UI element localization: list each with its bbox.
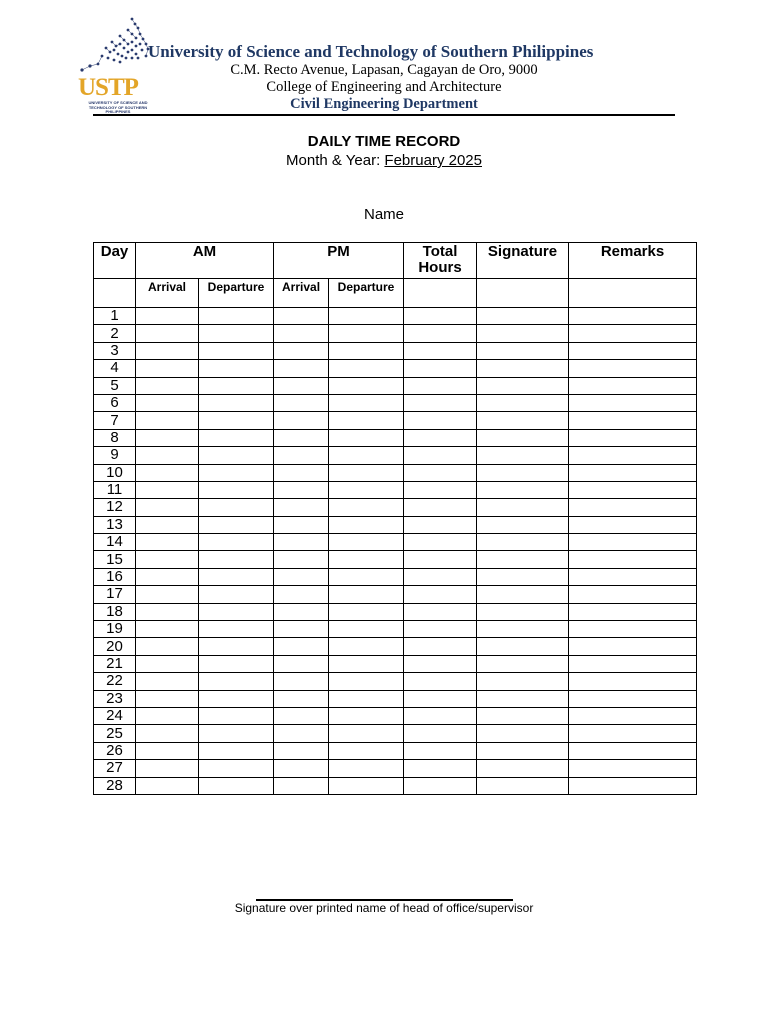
signature-cell: [477, 760, 569, 777]
remarks-cell: [569, 707, 697, 724]
total-hours-cell: [404, 412, 477, 429]
pm-arrival-cell: [274, 412, 329, 429]
pm-departure-cell: [329, 499, 404, 516]
day-number-cell: 6: [94, 394, 136, 411]
total-hours-cell: [404, 516, 477, 533]
table-row: [94, 534, 697, 551]
pm-departure-cell: [329, 325, 404, 342]
signature-cell: [477, 707, 569, 724]
am-arrival-cell: [136, 377, 199, 394]
total-hours-cell: [404, 707, 477, 724]
total-hours-cell: [404, 534, 477, 551]
subheader-pm-arrival: Arrival: [274, 279, 329, 308]
name-label: Name: [363, 206, 404, 223]
total-hours-cell: [404, 742, 477, 759]
signature-cell: [477, 342, 569, 359]
table-row: [94, 551, 697, 568]
table-row: [94, 516, 697, 533]
pm-arrival-cell: [274, 499, 329, 516]
day-number-cell: 16: [94, 568, 136, 585]
day-number-cell: 12: [94, 499, 136, 516]
signature-cell: [477, 586, 569, 603]
remarks-cell: [569, 603, 697, 620]
table-row: [94, 481, 697, 498]
am-arrival-cell: [136, 534, 199, 551]
table-row: [94, 586, 697, 603]
pm-arrival-cell: [274, 655, 329, 672]
total-hours-cell: [404, 481, 477, 498]
pm-departure-cell: [329, 308, 404, 325]
am-departure-cell: [199, 429, 274, 446]
table-row: [94, 568, 697, 585]
day-number-cell: 2: [94, 325, 136, 342]
col-header-am: AM: [136, 243, 274, 279]
pm-arrival-cell: [274, 516, 329, 533]
am-departure-cell: [199, 481, 274, 498]
subheader-blank: [569, 279, 697, 308]
pm-arrival-cell: [274, 707, 329, 724]
total-hours-cell: [404, 360, 477, 377]
remarks-cell: [569, 655, 697, 672]
table-row: [94, 707, 697, 724]
am-arrival-cell: [136, 707, 199, 724]
department-name: Civil Engineering Department: [290, 96, 478, 112]
table-row: [94, 603, 697, 620]
remarks-cell: [569, 308, 697, 325]
remarks-cell: [569, 690, 697, 707]
am-departure-cell: [199, 725, 274, 742]
pm-arrival-cell: [274, 760, 329, 777]
remarks-cell: [569, 742, 697, 759]
am-departure-cell: [199, 760, 274, 777]
am-arrival-cell: [136, 621, 199, 638]
day-number-cell: 28: [94, 777, 136, 794]
pm-departure-cell: [329, 621, 404, 638]
table-row: [94, 777, 697, 794]
am-arrival-cell: [136, 760, 199, 777]
total-hours-cell: [404, 725, 477, 742]
logo-wordmark: USTP: [78, 74, 138, 101]
signature-cell: [477, 447, 569, 464]
am-departure-cell: [199, 638, 274, 655]
signature-cell: [477, 308, 569, 325]
remarks-cell: [569, 760, 697, 777]
remarks-cell: [569, 516, 697, 533]
signature-cell: [477, 377, 569, 394]
remarks-cell: [569, 638, 697, 655]
am-arrival-cell: [136, 655, 199, 672]
am-arrival-cell: [136, 360, 199, 377]
remarks-cell: [569, 586, 697, 603]
table-row: [94, 742, 697, 759]
pm-arrival-cell: [274, 325, 329, 342]
am-arrival-cell: [136, 603, 199, 620]
day-number-cell: 19: [94, 621, 136, 638]
signature-cell: [477, 638, 569, 655]
total-hours-cell: [404, 308, 477, 325]
pm-arrival-cell: [274, 377, 329, 394]
signature-cell: [477, 516, 569, 533]
table-row: [94, 360, 697, 377]
am-arrival-cell: [136, 499, 199, 516]
am-arrival-cell: [136, 725, 199, 742]
am-departure-cell: [199, 308, 274, 325]
day-number-cell: 13: [94, 516, 136, 533]
am-departure-cell: [199, 621, 274, 638]
pm-arrival-cell: [274, 603, 329, 620]
subheader-blank: [94, 279, 136, 308]
pm-arrival-cell: [274, 568, 329, 585]
pm-arrival-cell: [274, 464, 329, 481]
day-number-cell: 26: [94, 742, 136, 759]
table-row: [94, 429, 697, 446]
am-arrival-cell: [136, 481, 199, 498]
pm-departure-cell: [329, 725, 404, 742]
pm-departure-cell: [329, 760, 404, 777]
am-departure-cell: [199, 551, 274, 568]
am-departure-cell: [199, 377, 274, 394]
pm-arrival-cell: [274, 551, 329, 568]
table-row: [94, 690, 697, 707]
pm-arrival-cell: [274, 725, 329, 742]
total-hours-cell: [404, 464, 477, 481]
subheader-blank: [404, 279, 477, 308]
signature-cell: [477, 481, 569, 498]
table-row: [94, 725, 697, 742]
total-hours-cell: [404, 568, 477, 585]
total-hours-cell: [404, 429, 477, 446]
col-header-signature: Signature: [477, 243, 569, 279]
day-number-cell: 8: [94, 429, 136, 446]
signature-cell: [477, 325, 569, 342]
month-year-label: Month & Year:: [286, 152, 385, 169]
pm-departure-cell: [329, 777, 404, 794]
table-header-row: [94, 243, 697, 279]
signature-cell: [477, 551, 569, 568]
am-arrival-cell: [136, 586, 199, 603]
table-row: [94, 464, 697, 481]
am-departure-cell: [199, 325, 274, 342]
day-number-cell: 20: [94, 638, 136, 655]
signature-cell: [477, 621, 569, 638]
total-hours-cell: [404, 551, 477, 568]
am-departure-cell: [199, 447, 274, 464]
university-address: C.M. Recto Avenue, Lapasan, Cagayan de Oro, 9000: [230, 62, 538, 78]
pm-arrival-cell: [274, 308, 329, 325]
am-arrival-cell: [136, 673, 199, 690]
am-departure-cell: [199, 603, 274, 620]
day-number-cell: 4: [94, 360, 136, 377]
day-number-cell: 24: [94, 707, 136, 724]
month-year-line: [0, 152, 768, 169]
day-number-cell: 15: [94, 551, 136, 568]
pm-departure-cell: [329, 481, 404, 498]
remarks-cell: [569, 342, 697, 359]
total-hours-cell: [404, 638, 477, 655]
table-row: [94, 760, 697, 777]
day-number-cell: 10: [94, 464, 136, 481]
am-arrival-cell: [136, 325, 199, 342]
day-number-cell: 1: [94, 308, 136, 325]
remarks-cell: [569, 568, 697, 585]
pm-departure-cell: [329, 603, 404, 620]
signature-cell: [477, 603, 569, 620]
table-row: [94, 638, 697, 655]
am-departure-cell: [199, 655, 274, 672]
pm-arrival-cell: [274, 621, 329, 638]
subheader-blank: [477, 279, 569, 308]
total-hours-cell: [404, 673, 477, 690]
day-rows: [94, 308, 697, 795]
total-hours-cell: [404, 603, 477, 620]
university-name: University of Science and Technology of Southern Philippines: [148, 42, 594, 61]
table-subheader-row: [94, 279, 697, 308]
time-record-table: [93, 242, 697, 795]
remarks-cell: [569, 360, 697, 377]
day-number-cell: 18: [94, 603, 136, 620]
total-hours-cell: [404, 394, 477, 411]
signature-cell: [477, 534, 569, 551]
day-number-cell: 22: [94, 673, 136, 690]
table-row: [94, 673, 697, 690]
am-departure-cell: [199, 464, 274, 481]
am-arrival-cell: [136, 464, 199, 481]
signature-cell: [477, 690, 569, 707]
total-hours-cell: [404, 499, 477, 516]
remarks-cell: [569, 412, 697, 429]
signature-cell: [477, 742, 569, 759]
pm-arrival-cell: [274, 360, 329, 377]
day-number-cell: 7: [94, 412, 136, 429]
pm-arrival-cell: [274, 673, 329, 690]
am-arrival-cell: [136, 742, 199, 759]
am-arrival-cell: [136, 690, 199, 707]
remarks-cell: [569, 481, 697, 498]
signature-cell: [477, 655, 569, 672]
day-number-cell: 17: [94, 586, 136, 603]
am-arrival-cell: [136, 516, 199, 533]
total-hours-cell: [404, 777, 477, 794]
am-departure-cell: [199, 394, 274, 411]
day-number-cell: 3: [94, 342, 136, 359]
am-departure-cell: [199, 777, 274, 794]
am-departure-cell: [199, 412, 274, 429]
am-arrival-cell: [136, 447, 199, 464]
col-header-total-hours: Total Hours: [404, 243, 477, 279]
table-row: [94, 499, 697, 516]
day-number-cell: 21: [94, 655, 136, 672]
day-number-cell: 5: [94, 377, 136, 394]
remarks-cell: [569, 673, 697, 690]
day-number-cell: 11: [94, 481, 136, 498]
am-arrival-cell: [136, 308, 199, 325]
total-hours-cell: [404, 342, 477, 359]
am-departure-cell: [199, 586, 274, 603]
pm-departure-cell: [329, 742, 404, 759]
remarks-cell: [569, 725, 697, 742]
form-title: DAILY TIME RECORD: [307, 133, 461, 150]
remarks-cell: [569, 394, 697, 411]
am-departure-cell: [199, 360, 274, 377]
table-row: [94, 447, 697, 464]
pm-arrival-cell: [274, 742, 329, 759]
pm-arrival-cell: [274, 394, 329, 411]
college-name: College of Engineering and Architecture: [266, 79, 502, 95]
pm-departure-cell: [329, 429, 404, 446]
pm-arrival-cell: [274, 586, 329, 603]
pm-departure-cell: [329, 568, 404, 585]
am-arrival-cell: [136, 394, 199, 411]
table-row: [94, 412, 697, 429]
pm-arrival-cell: [274, 447, 329, 464]
am-departure-cell: [199, 568, 274, 585]
pm-arrival-cell: [274, 534, 329, 551]
am-departure-cell: [199, 534, 274, 551]
day-number-cell: 9: [94, 447, 136, 464]
total-hours-cell: [404, 586, 477, 603]
pm-departure-cell: [329, 690, 404, 707]
day-number-cell: 25: [94, 725, 136, 742]
signature-cell: [477, 360, 569, 377]
am-departure-cell: [199, 499, 274, 516]
pm-arrival-cell: [274, 481, 329, 498]
col-header-pm: PM: [274, 243, 404, 279]
pm-departure-cell: [329, 551, 404, 568]
table-row: [94, 342, 697, 359]
pm-departure-cell: [329, 638, 404, 655]
total-hours-cell: [404, 377, 477, 394]
remarks-cell: [569, 777, 697, 794]
day-number-cell: 14: [94, 534, 136, 551]
pm-arrival-cell: [274, 638, 329, 655]
table-row: [94, 325, 697, 342]
remarks-cell: [569, 621, 697, 638]
subheader-am-departure: Departure: [199, 279, 274, 308]
pm-departure-cell: [329, 516, 404, 533]
remarks-cell: [569, 499, 697, 516]
pm-departure-cell: [329, 360, 404, 377]
signature-cell: [477, 429, 569, 446]
pm-departure-cell: [329, 377, 404, 394]
month-year-value: February 2025: [384, 152, 482, 169]
col-header-day: Day: [94, 243, 136, 279]
subheader-am-arrival: Arrival: [136, 279, 199, 308]
signature-cell: [477, 777, 569, 794]
total-hours-cell: [404, 621, 477, 638]
table-row: [94, 621, 697, 638]
signature-cell: [477, 394, 569, 411]
signature-cell: [477, 673, 569, 690]
day-number-cell: 23: [94, 690, 136, 707]
am-arrival-cell: [136, 638, 199, 655]
total-hours-cell: [404, 447, 477, 464]
day-number-cell: 27: [94, 760, 136, 777]
signature-cell: [477, 464, 569, 481]
pm-departure-cell: [329, 534, 404, 551]
remarks-cell: [569, 429, 697, 446]
total-hours-cell: [404, 325, 477, 342]
am-arrival-cell: [136, 429, 199, 446]
remarks-cell: [569, 551, 697, 568]
pm-arrival-cell: [274, 690, 329, 707]
pm-departure-cell: [329, 394, 404, 411]
pm-departure-cell: [329, 447, 404, 464]
col-header-remarks: Remarks: [569, 243, 697, 279]
table-row: [94, 308, 697, 325]
header-divider: [93, 114, 675, 116]
am-departure-cell: [199, 673, 274, 690]
remarks-cell: [569, 464, 697, 481]
subheader-pm-departure: Departure: [329, 279, 404, 308]
am-arrival-cell: [136, 551, 199, 568]
am-arrival-cell: [136, 568, 199, 585]
pm-departure-cell: [329, 707, 404, 724]
pm-departure-cell: [329, 655, 404, 672]
am-departure-cell: [199, 342, 274, 359]
pm-arrival-cell: [274, 342, 329, 359]
remarks-cell: [569, 447, 697, 464]
am-arrival-cell: [136, 342, 199, 359]
signature-cell: [477, 568, 569, 585]
total-hours-cell: [404, 655, 477, 672]
table-row: [94, 377, 697, 394]
signature-label: Signature over printed name of head of office/supervisor: [234, 901, 534, 915]
total-hours-cell: [404, 760, 477, 777]
pm-arrival-cell: [274, 777, 329, 794]
pm-arrival-cell: [274, 429, 329, 446]
am-departure-cell: [199, 707, 274, 724]
signature-cell: [477, 412, 569, 429]
table-row: [94, 394, 697, 411]
am-departure-cell: [199, 742, 274, 759]
pm-departure-cell: [329, 464, 404, 481]
am-departure-cell: [199, 516, 274, 533]
signature-cell: [477, 499, 569, 516]
total-hours-cell: [404, 690, 477, 707]
pm-departure-cell: [329, 342, 404, 359]
pm-departure-cell: [329, 586, 404, 603]
am-departure-cell: [199, 690, 274, 707]
am-arrival-cell: [136, 777, 199, 794]
remarks-cell: [569, 325, 697, 342]
table-row: [94, 655, 697, 672]
am-arrival-cell: [136, 412, 199, 429]
remarks-cell: [569, 377, 697, 394]
remarks-cell: [569, 534, 697, 551]
pm-departure-cell: [329, 673, 404, 690]
signature-cell: [477, 725, 569, 742]
pm-departure-cell: [329, 412, 404, 429]
logo-subtext: UNIVERSITY OF SCIENCE AND TECHNOLOGY OF SOUTHERN PHILIPPINES: [88, 100, 148, 114]
